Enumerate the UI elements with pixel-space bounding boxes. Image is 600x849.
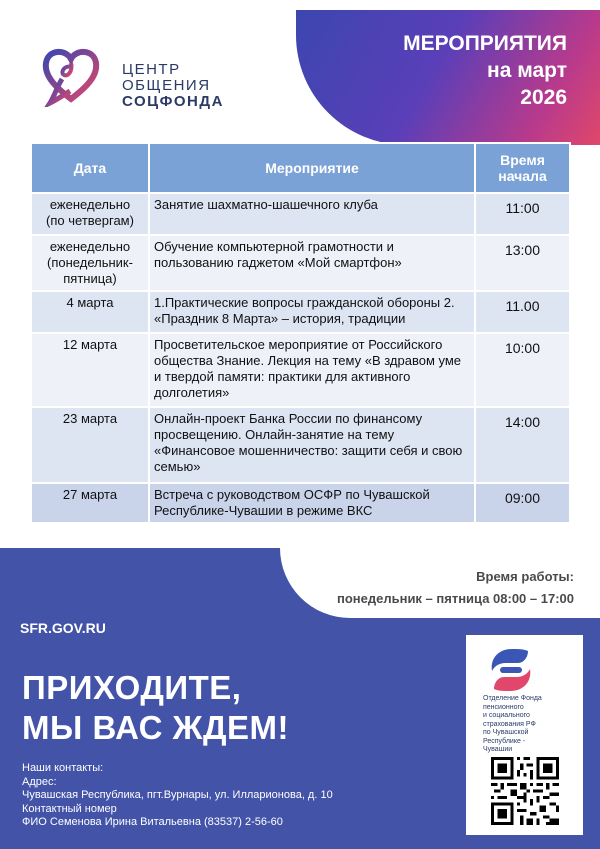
table-row bbox=[31, 235, 570, 291]
work-hours-value: понедельник – пятница 08:00 – 17:00 bbox=[336, 591, 574, 606]
events-table bbox=[30, 142, 571, 524]
date-line: 12 марта bbox=[62, 337, 118, 352]
sfr-logo-icon bbox=[486, 645, 536, 695]
sfr-text-line: и социального bbox=[483, 712, 530, 719]
work-hours-label: Время работы: bbox=[476, 569, 574, 584]
row-event: Встреча с руководством ОСФР по Чувашской Республике-Чувашии в режиме ВКС bbox=[149, 483, 475, 523]
date-line: еженедельно bbox=[49, 197, 131, 212]
table-row bbox=[31, 291, 570, 333]
table-row bbox=[31, 483, 570, 523]
date-line: еженедельно bbox=[49, 239, 131, 254]
sfr-text-line: Отделение Фонда bbox=[483, 695, 542, 702]
sfr-text-line: Республике - bbox=[483, 737, 526, 745]
title-band bbox=[296, 10, 600, 145]
row-event: Занятие шахматно-шашечного клуба bbox=[149, 193, 475, 235]
sfr-text-line: страхования РФ bbox=[483, 720, 536, 728]
table-header-row bbox=[31, 143, 570, 193]
header-date: Дата bbox=[31, 143, 149, 193]
row-time: 09:00 bbox=[475, 483, 570, 523]
logo-text bbox=[122, 62, 224, 110]
row-time: 11:00 bbox=[475, 193, 570, 235]
row-time: 10:00 bbox=[475, 333, 570, 407]
date-line: 27 марта bbox=[62, 487, 118, 502]
contacts bbox=[22, 762, 333, 830]
address-value: Чувашская Республика, пгт.Вурнары, ул. Илларионова, д. 10 bbox=[22, 789, 333, 801]
logo-line-3: СОЦФОНДА bbox=[122, 93, 224, 110]
date-line: (по четвергам) bbox=[46, 213, 134, 228]
date-line: 4 марта bbox=[66, 295, 114, 310]
row-date bbox=[31, 291, 149, 333]
row-date bbox=[31, 235, 149, 291]
table-row bbox=[31, 333, 570, 407]
site-link[interactable]: SFR.GOV.RU bbox=[20, 620, 106, 636]
row-event: Просветительское мероприятие от Российского общества Знание. Лекция на тему «В здравом уме и твердой памяти: практики для активного долголетия» bbox=[149, 333, 475, 407]
row-date bbox=[31, 407, 149, 483]
header-time-line-2: начала bbox=[498, 168, 547, 184]
table-row bbox=[31, 193, 570, 235]
page-title bbox=[403, 30, 567, 111]
row-time: 13:00 bbox=[475, 235, 570, 291]
logo-line-1: ЦЕНТР bbox=[122, 61, 181, 78]
sfr-text-line: Чувашии bbox=[483, 746, 513, 753]
row-time: 14:00 bbox=[475, 407, 570, 483]
row-event: Обучение компьютерной грамотности и пользованию гаджетом «Мой смартфон» bbox=[149, 235, 475, 291]
title-line-2: на март bbox=[487, 59, 567, 82]
contacts-heading: Наши контакты: bbox=[22, 762, 104, 774]
date-line: (понедельник- bbox=[47, 255, 133, 270]
row-date bbox=[31, 483, 149, 523]
slogan-line-2: МЫ ВАС ЖДЕМ! bbox=[22, 709, 289, 746]
header-time bbox=[475, 143, 570, 193]
work-hours bbox=[337, 566, 574, 610]
header-event: Мероприятие bbox=[149, 143, 475, 193]
row-time: 11.00 bbox=[475, 291, 570, 333]
slogan bbox=[22, 668, 289, 748]
title-line-1: МЕРОПРИЯТИЯ bbox=[403, 32, 567, 55]
qr-code-icon[interactable] bbox=[491, 757, 559, 825]
sfr-org-name bbox=[483, 695, 581, 755]
row-date bbox=[31, 193, 149, 235]
title-line-3: 2026 bbox=[520, 86, 567, 109]
slogan-line-1: ПРИХОДИТЕ, bbox=[22, 669, 242, 706]
date-line: пятница) bbox=[63, 271, 117, 286]
logo-line-2: ОБЩЕНИЯ bbox=[122, 77, 211, 94]
address-label: Адрес: bbox=[22, 775, 57, 788]
table-row bbox=[31, 407, 570, 483]
phone-label: Контактный номер bbox=[22, 802, 117, 815]
heart-speech-bubble-icon bbox=[40, 45, 102, 107]
row-event: Онлайн-проект Банка России по финансому просвещению. Онлайн-занятие на тему «Финансовое мошенничество: защити себя и свою семью» bbox=[149, 407, 475, 483]
header-time-line-1: Время bbox=[500, 152, 545, 168]
date-line: 23 марта bbox=[62, 411, 118, 426]
sfr-text-line: по Чувашской bbox=[483, 729, 529, 736]
sfr-card bbox=[466, 635, 583, 835]
row-date bbox=[31, 333, 149, 407]
row-event: 1.Практические вопросы гражданской обороны 2. «Праздник 8 Марта» – история, традиции bbox=[149, 291, 475, 333]
sfr-text-line: пенсионного bbox=[483, 703, 524, 711]
contact-person: ФИО Семенова Ирина Витальевна (83537) 2-56-60 bbox=[22, 816, 283, 828]
